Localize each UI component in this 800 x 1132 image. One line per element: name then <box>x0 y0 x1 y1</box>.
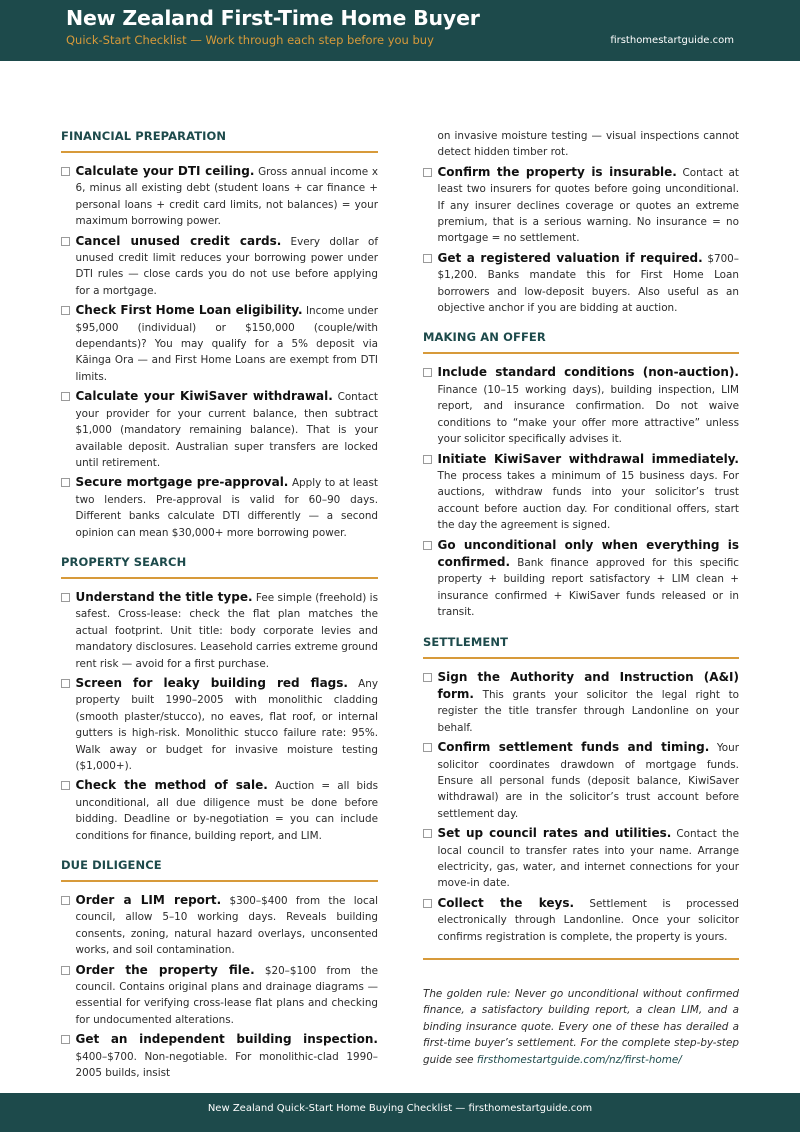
header-banner <box>0 0 800 61</box>
item-body: $20–$100 from the council. Contains original plans and drainage diagrams — essential for verifying cross-lease flat plans and checking for undocumented alterations. <box>75 964 378 1026</box>
checklist-item <box>61 163 378 230</box>
site-url: firsthomestartguide.com <box>610 35 734 46</box>
checkbox-icon[interactable] <box>61 167 70 176</box>
checkbox-icon[interactable] <box>423 829 432 838</box>
checklist-item <box>61 962 378 1029</box>
section-heading-settlement: SETTLEMENT <box>423 624 739 659</box>
checklist-item <box>423 669 739 737</box>
item-body: Contact your provider for your current balance, then subtract $1,000 (mandatory remaining balance). That is your available deposit. Australian super transfers are locked until retirement. <box>75 391 378 469</box>
item-lead: Set up council rates and utilities. <box>437 826 672 841</box>
item-continuation: on invasive moisture testing — visual inspections cannot detect hidden timber rot. <box>437 130 739 159</box>
offer-checklist <box>423 364 739 620</box>
checkbox-icon[interactable] <box>423 368 432 377</box>
checkbox-icon[interactable] <box>61 1035 70 1044</box>
guide-link[interactable]: firsthomestartguide.com/nz/first-home/ <box>476 1053 682 1066</box>
item-lead: Collect the keys. <box>437 895 575 910</box>
checklist-item <box>61 589 378 672</box>
item-body: Income under $95,000 (individual) or $150,000 (couple/with dependants)? You may qualify for a 5% deposit via Kāinga Ora — and First Home Loans are exempt from DTI limits. <box>75 305 378 383</box>
item-lead: Order the property file. <box>75 962 255 977</box>
checkbox-icon[interactable] <box>423 899 432 908</box>
checkbox-icon[interactable] <box>61 781 70 790</box>
item-body: Settlement is processed electronically through Landonline. Once your solicitor confirms registration is complete, the property is yours. <box>437 897 740 943</box>
item-body: Bank finance approved for this specific property + building report satisfactory + LIM clean + insurance confirmed + KiwiSaver funds released or in transit. <box>437 556 739 619</box>
section-heading-property: PROPERTY SEARCH <box>61 544 378 579</box>
golden-rule-note <box>423 986 739 1068</box>
item-lead: Confirm settlement funds and timing. <box>437 740 710 755</box>
item-lead: Initiate KiwiSaver withdrawal immediately. <box>437 451 739 466</box>
checklist-item <box>423 451 739 534</box>
checklist-item <box>423 250 739 317</box>
item-body: Finance (10–15 working days), building inspection, LIM report, and insurance confirmation. Do not waive conditions to “make your offer more attractive” unless your solicitor specifically advises it. <box>437 383 739 446</box>
item-body: Contact the local council to transfer rates into your name. Arrange electricity, gas, water, and internet connections for your move-in date. <box>437 828 739 890</box>
due-diligence-checklist-continued <box>423 164 739 317</box>
checkbox-icon[interactable] <box>423 673 432 682</box>
checklist-item <box>61 675 378 774</box>
section-heading-financial: FINANCIAL PREPARATION <box>61 118 378 153</box>
item-body: This grants your solicitor the legal right to register the title transfer through Landonline on your behalf. <box>437 688 739 734</box>
checklist-item <box>423 739 739 822</box>
item-body: Apply to at least two lenders. Pre-approval is valid for 60–90 days. Different banks calculate DTI differently — a second opinion can mean $30,000+ more borrowing power. <box>75 477 379 539</box>
item-lead: Get an independent building inspection. <box>75 1032 378 1047</box>
checklist-item <box>61 388 378 471</box>
checkbox-icon[interactable] <box>61 478 70 487</box>
settlement-checklist <box>423 669 739 946</box>
checkbox-icon[interactable] <box>423 455 432 464</box>
left-column <box>61 118 378 1085</box>
checklist-item <box>423 895 739 945</box>
item-lead: Screen for leaky building red flags. <box>75 675 348 690</box>
item-body: Fee simple (freehold) is safest. Cross-lease: check the flat plan matches the actual footprint. Unit title: body corporate levies and mandatory disclosures. Leasehold carries extreme ground rent risk — avoid for a first purchase. <box>75 591 378 670</box>
page-subtitle: Quick-Start Checklist — Work through each step before you buy <box>66 33 434 47</box>
item-lead: Check First Home Loan eligibility. <box>75 303 303 318</box>
item-body: Any property built 1990–2005 with monolithic cladding (smooth plaster/stucco), no eaves, flat roof, or internal gutters is high-risk. Monolithic stucco failure rate: 95%. Walk away or budget for invasive moisture testing ($1,000+). <box>75 677 378 772</box>
item-lead: Go unconditional only when everything is confirmed. <box>437 537 739 569</box>
checkbox-icon[interactable] <box>61 593 70 602</box>
checklist-item <box>423 364 739 447</box>
right-column <box>423 128 739 1068</box>
item-lead: Calculate your DTI ceiling. <box>75 164 255 178</box>
checklist-item <box>423 164 739 247</box>
checklist-item <box>61 1031 378 1081</box>
section-heading-due-diligence: DUE DILIGENCE <box>61 847 378 882</box>
item-body: Every dollar of unused credit limit reduces your borrowing power under DTI rules — close cards you do not use before applying for a mortgage. <box>75 235 378 297</box>
section-heading-offer: MAKING AN OFFER <box>423 319 739 354</box>
checklist-item <box>423 825 739 892</box>
property-checklist <box>61 589 378 844</box>
item-lead: Calculate your KiwiSaver withdrawal. <box>75 389 333 404</box>
checklist-item <box>423 537 739 621</box>
checkbox-icon[interactable] <box>61 237 70 246</box>
item-lead: Check the method of sale. <box>75 778 268 793</box>
page-title: New Zealand First-Time Home Buyer <box>66 6 480 30</box>
item-body: $300–$400 from the local council, allow 5–10 working days. Reveals building consents, zoning, natural hazard overlays, unconsented works, and soil contamination. <box>75 895 378 957</box>
item-lead: Cancel unused credit cards. <box>75 233 282 248</box>
checkbox-icon[interactable] <box>61 306 70 315</box>
checkbox-icon[interactable] <box>61 392 70 401</box>
checkbox-icon[interactable] <box>423 254 432 263</box>
checkbox-icon[interactable] <box>61 896 70 905</box>
item-body: $400–$700. Non-negotiable. For monolithic-clad 1990–2005 builds, insist <box>75 1050 378 1080</box>
item-lead: Include standard conditions (non-auction). <box>437 365 739 380</box>
checkbox-icon[interactable] <box>423 743 432 752</box>
item-body: Your solicitor coordinates drawdown of mortgage funds. Ensure all personal funds (deposit balance, KiwiSaver withdrawal) are in the solicitor’s trust account before settlement day. <box>437 742 740 820</box>
item-lead: Understand the title type. <box>75 589 253 604</box>
checklist-item <box>61 302 378 385</box>
checkbox-icon[interactable] <box>61 679 70 688</box>
item-body: The process takes a minimum of 15 business days. For auctions, withdraw funds into your solicitor’s trust account before auction day. For conditional offers, start the day the agreement is signed. <box>437 469 739 532</box>
item-body: $700–$1,200. Banks mandate this for First Home Loan borrowers and low-deposit buyers. Also useful as an objective anchor if you are bidding at auction. <box>437 252 739 315</box>
item-lead: Sign the Authority and Instruction (A&I) form. <box>437 669 739 701</box>
item-body: Gross annual income x 6, minus all existing debt (student loans + car finance + personal loans + credit card limits, not balances) = your maximum borrowing power. <box>75 166 378 228</box>
divider <box>423 958 739 960</box>
item-body: Auction = all bids unconditional, all due diligence must be done before bidding. Deadline or by-negotiation = you can include conditions for finance, building report, and LIM. <box>75 780 378 842</box>
footer-banner <box>0 1093 800 1132</box>
checklist-item <box>61 474 378 541</box>
due-diligence-checklist <box>61 892 378 1081</box>
checkbox-icon[interactable] <box>423 168 432 177</box>
checkbox-icon[interactable] <box>61 966 70 975</box>
golden-rule-text: The golden rule: Never go unconditional without confirmed finance, a satisfactory building report, a clean LIM, and a binding insurance quote. Every one of these has derailed a first-time buyer’s settlement. For the complete step-by-step guide see <box>423 988 739 1066</box>
checklist-item <box>61 233 378 300</box>
checkbox-icon[interactable] <box>423 541 432 550</box>
item-lead: Secure mortgage pre-approval. <box>75 475 289 490</box>
item-lead: Order a LIM report. <box>75 893 222 908</box>
item-lead: Confirm the property is insurable. <box>437 164 677 179</box>
financial-checklist <box>61 163 378 541</box>
item-lead: Get a registered valuation if required. <box>437 250 703 265</box>
footer-text: New Zealand Quick-Start Home Buying Checklist — firsthomestartguide.com <box>207 1103 593 1114</box>
item-body: Contact at least two insurers for quotes before going unconditional. If any insurer declines coverage or quotes an extreme premium, that is a serious warning. No insurance = no mortgage = no settlement. <box>437 166 739 245</box>
checklist-item <box>61 892 378 959</box>
checklist-item <box>61 777 378 844</box>
